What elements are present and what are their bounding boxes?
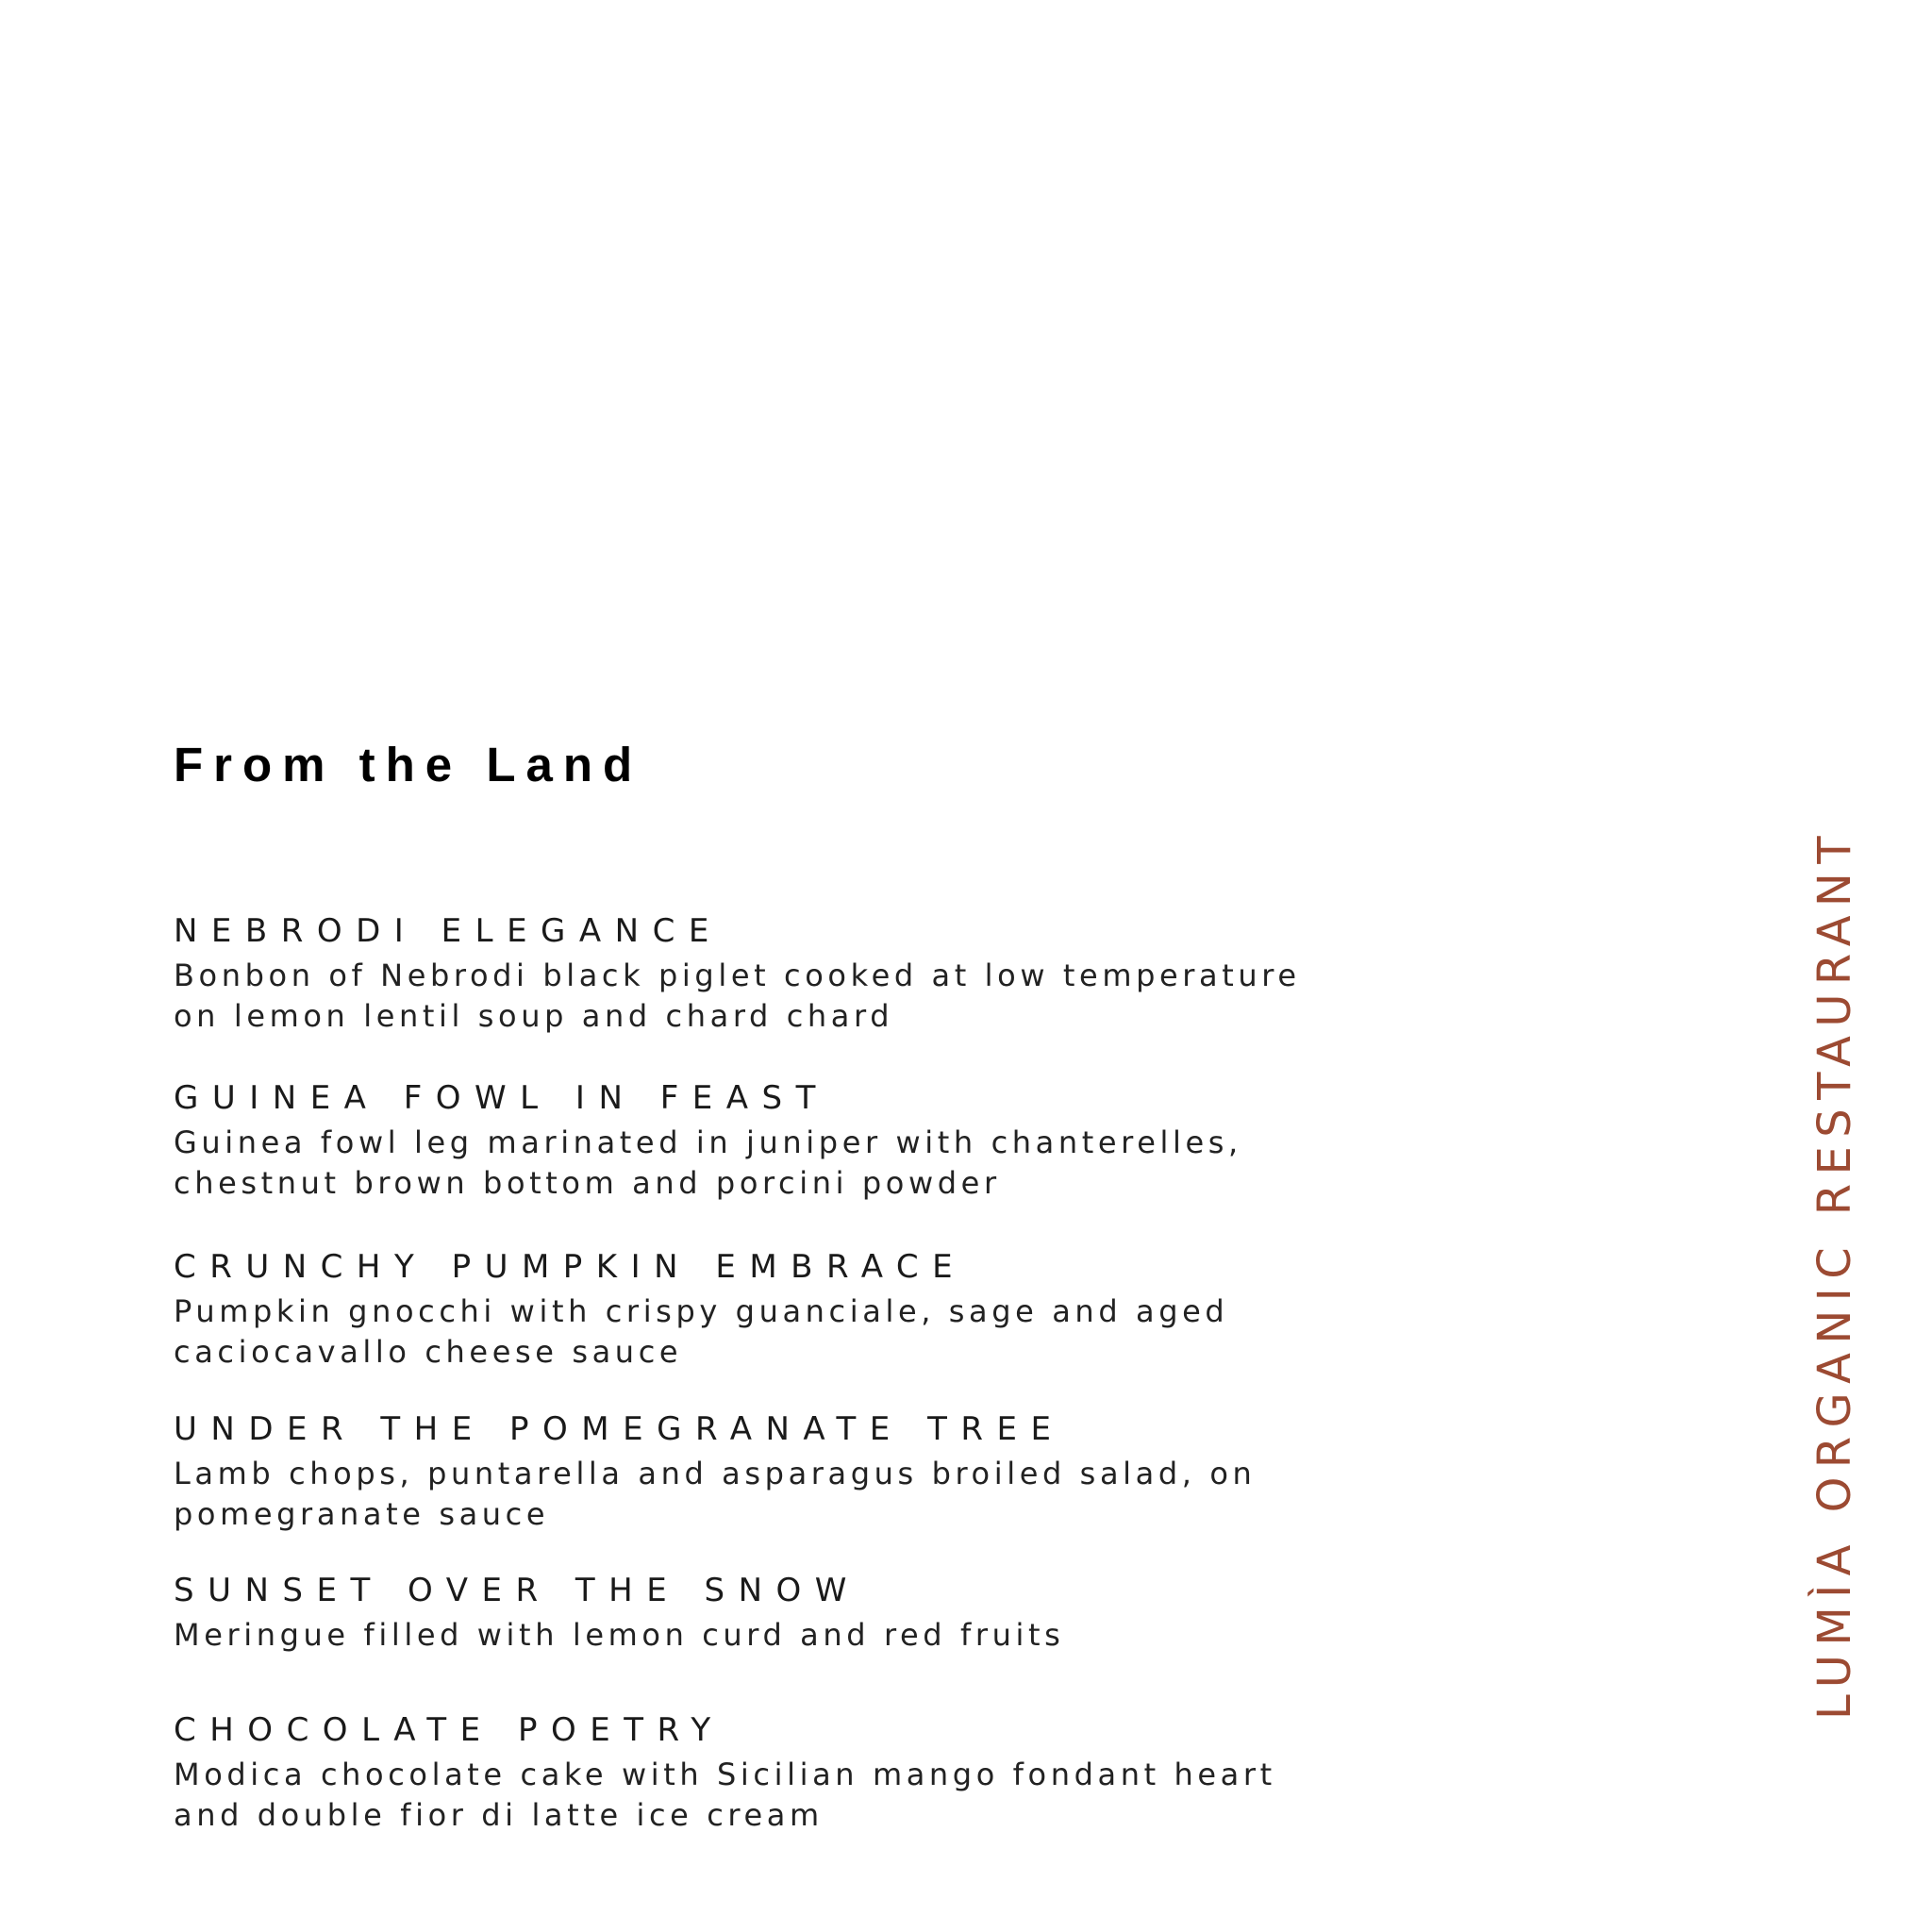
restaurant-brand-name: LUMÌA ORGANIC RESTAURANT (1808, 827, 1861, 1720)
menu-item-nebrodi-elegance (174, 911, 1306, 1037)
menu-item-description: Bonbon of Nebrodi black piglet cooked at low temperature on lemon lentil soup and chard chard (174, 958, 1301, 1034)
menu-item-name: GUINEA FOWL IN FEAST (174, 1079, 829, 1117)
menu-item-description: Modica chocolate cake with Sicilian mango fondant heart and double fior di latte ice cream (174, 1757, 1276, 1833)
menu-item-description: Meringue filled with lemon curd and red fruits (174, 1617, 1065, 1653)
section-title: From the Land (174, 738, 643, 791)
menu-item-name: NEBRODI ELEGANCE (174, 912, 723, 950)
menu-item-chocolate-poetry (174, 1710, 1306, 1836)
menu-item-description: Pumpkin gnocchi with crispy guanciale, sage and aged caciocavallo cheese sauce (174, 1293, 1229, 1370)
menu-item-name: SUNSET OVER THE SNOW (174, 1572, 860, 1609)
menu-item-crunchy-pumpkin-embrace (174, 1247, 1306, 1373)
menu-item-description: Lamb chops, puntarella and asparagus broiled salad, on pomegranate sauce (174, 1456, 1257, 1532)
menu-item-guinea-fowl-in-feast (174, 1078, 1306, 1204)
menu-item-name: UNDER THE POMEGRANATE TREE (174, 1410, 1065, 1448)
menu-item-under-the-pomegranate-tree (174, 1409, 1306, 1535)
menu-item-description: Guinea fowl leg marinated in juniper with chanterelles, chestnut brown bottom and porcini powder (174, 1124, 1242, 1201)
menu-item-name: CHOCOLATE POETRY (174, 1711, 724, 1749)
menu-item-name: CRUNCHY PUMPKIN EMBRACE (174, 1248, 967, 1286)
menu-item-sunset-over-the-snow (174, 1571, 1306, 1656)
